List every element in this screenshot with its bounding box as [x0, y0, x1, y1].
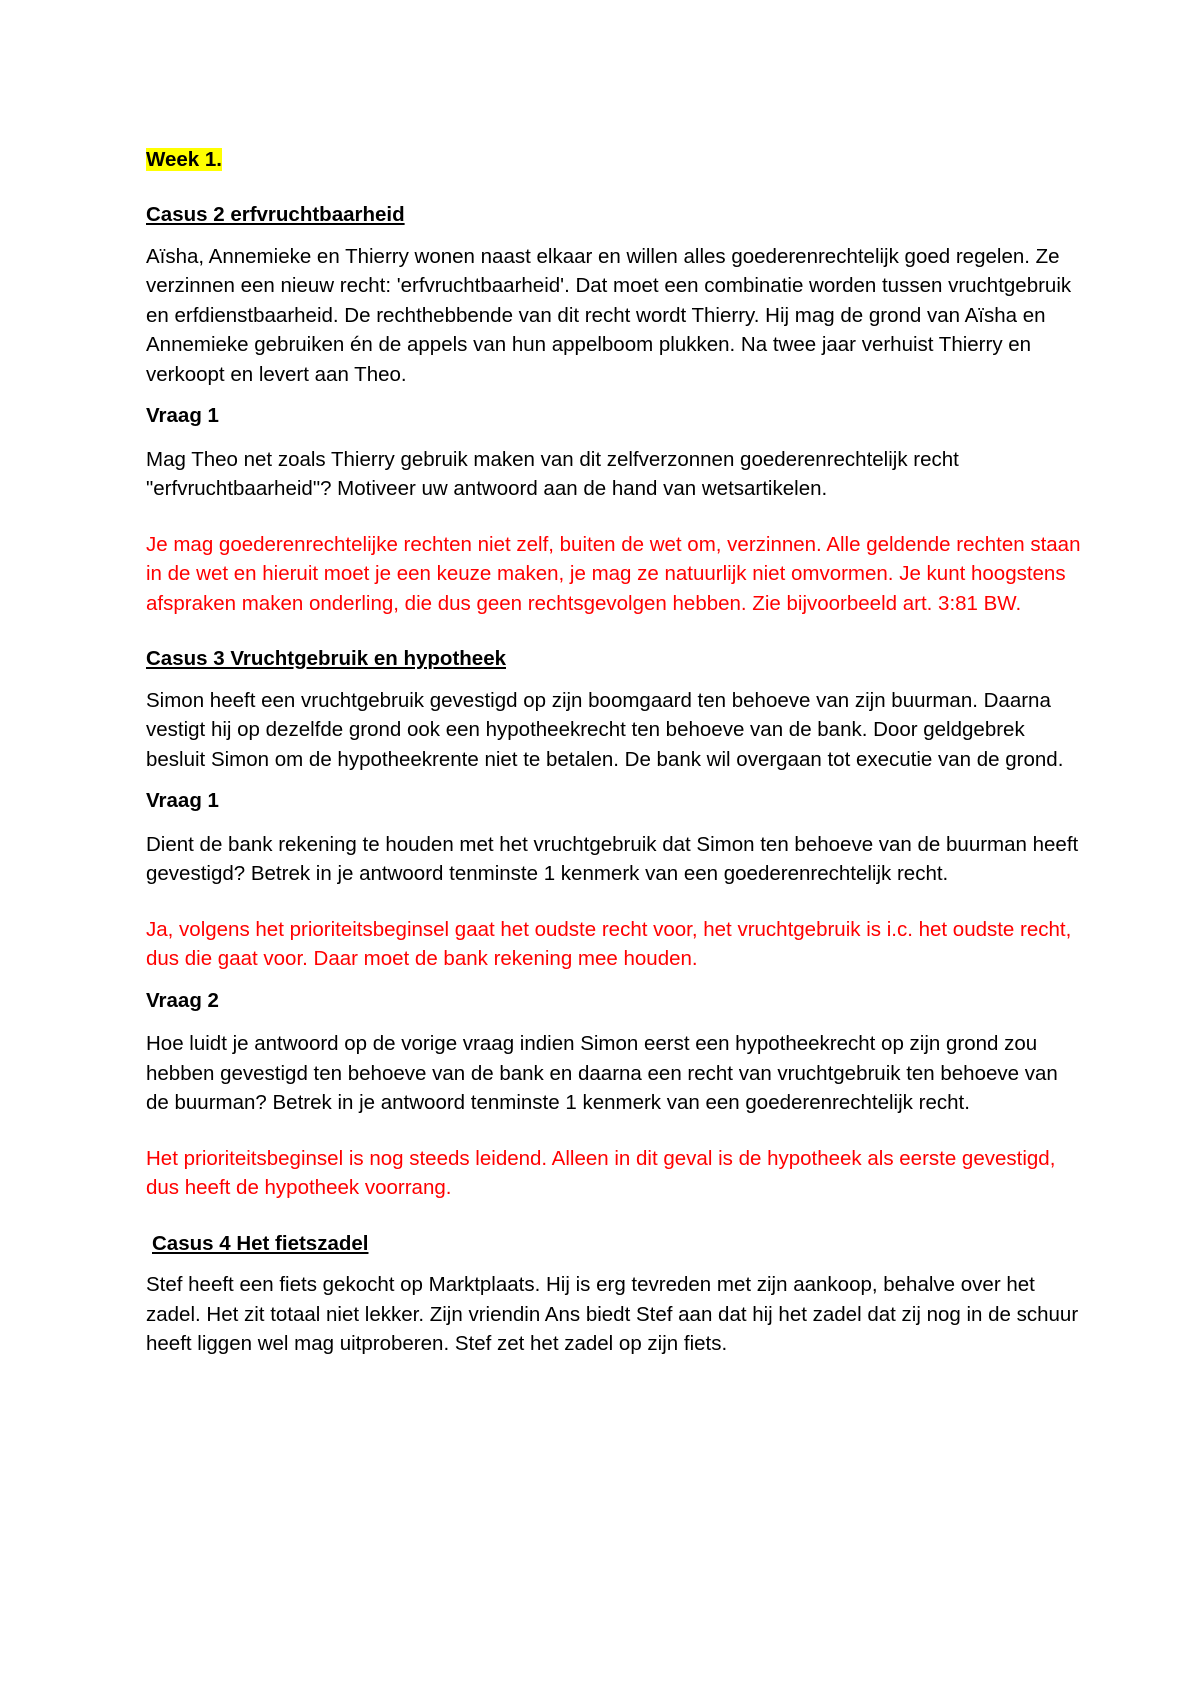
casus-2-title: Casus 2 erfvruchtbaarheid — [146, 203, 405, 226]
casus-3-title: Casus 3 Vruchtgebruik en hypotheek — [146, 647, 506, 670]
casus-2-vraag-1-label: Vraag 1 — [146, 404, 219, 427]
casus-3-text: Simon heeft een vruchtgebruik gevestigd op zijn boomgaard ten behoeve van zijn buurman. Daarna vestigt hij op dezelfde grond ook een hypotheekrecht ten behoeve van de bank. Door geldgebrek besluit Simon om de hypotheekrente niet te betalen. De bank wil overgaan tot executie van de grond. — [146, 688, 1064, 771]
casus-3-vraag-2-label: Vraag 2 — [146, 988, 219, 1012]
week-highlight: Week 1. — [146, 148, 222, 171]
casus-2-vraag-1-answer: Je mag goederenrechtelijke rechten niet zelf, buiten de wet om, verzinnen. Alle geldende rechten staan in de wet en hieruit moet je een keuze maken, je mag ze natuurlijk niet omvormen. Je kunt hoogstens afspraken maken onderling, die dus geen rechtsgevolgen hebben. Zie bijvoorbeeld art. 3:81 BW. — [146, 532, 1081, 615]
casus-3-vraag-1-answer: Ja, volgens het prioriteitsbeginsel gaat het oudste recht voor, het vruchtgebruik is i.c. het oudste recht, dus die gaat voor. Daar moet de bank rekening mee houden. — [146, 917, 1072, 970]
casus-3-vraag-1-text: Dient de bank rekening te houden met het vruchtgebruik dat Simon ten behoeve van de buurman heeft gevestigd? Betrek in je antwoord tenminste 1 kenmerk van een goederenrechtelijk recht. — [146, 832, 1079, 885]
casus-3-vraag-1-label: Vraag 1 — [146, 789, 219, 812]
week-heading — [146, 145, 1086, 174]
casus-2-text: Aïsha, Annemieke en Thierry wonen naast elkaar en willen alles goederenrechtelijk goed regelen. Ze verzinnen een nieuw recht: 'erfvruchtbaarheid'. Dat moet een combinatie worden tussen vruchtgebruik en erfdienstbaarheid. De rechthebbende van dit recht wordt Thierry. Hij mag de grond van Aïsha en Annemieke gebruiken én de appels van hun appelboom plukken. Na twee jaar verhuist Thierry en verkoopt en levert aan Theo. — [146, 244, 1072, 386]
casus-4-text: Stef heeft een fiets gekocht op Marktplaats. Hij is erg tevreden met zijn aankoop, behalve over het zadel. Het zit totaal niet lekker. Zijn vriendin Ans biedt Stef aan dat hij het zadel dat zij nog in de schuur heeft liggen wel mag uitproberen. Stef zet het zadel op zijn fiets. — [146, 1273, 1079, 1355]
document-content — [146, 145, 1086, 1371]
casus-3-vraag-2-answer: Het prioriteitsbeginsel is nog steeds leidend. Alleen in dit geval is de hypotheek als eerste gevestigd, dus heeft de hypotheek voorrang. — [146, 1146, 1056, 1199]
casus-2-vraag-1-text: Mag Theo net zoals Thierry gebruik maken van dit zelfverzonnen goederenrechtelijk recht "erfvruchtbaarheid"? Motiveer uw antwoord aan de hand van wetsartikelen. — [146, 447, 959, 500]
casus-4-title: Casus 4 Het fietszadel — [152, 1231, 369, 1255]
casus-3-vraag-2-text: Hoe luidt je antwoord op de vorige vraag indien Simon eerst een hypotheekrecht op zijn grond zou hebben gevestigd ten behoeve van de bank en daarna een recht van vruchtgebruik ten behoeve van de buurman? Betrek in je antwoord tenminste 1 kenmerk van een goederenrechtelijk recht. — [146, 1032, 1058, 1114]
